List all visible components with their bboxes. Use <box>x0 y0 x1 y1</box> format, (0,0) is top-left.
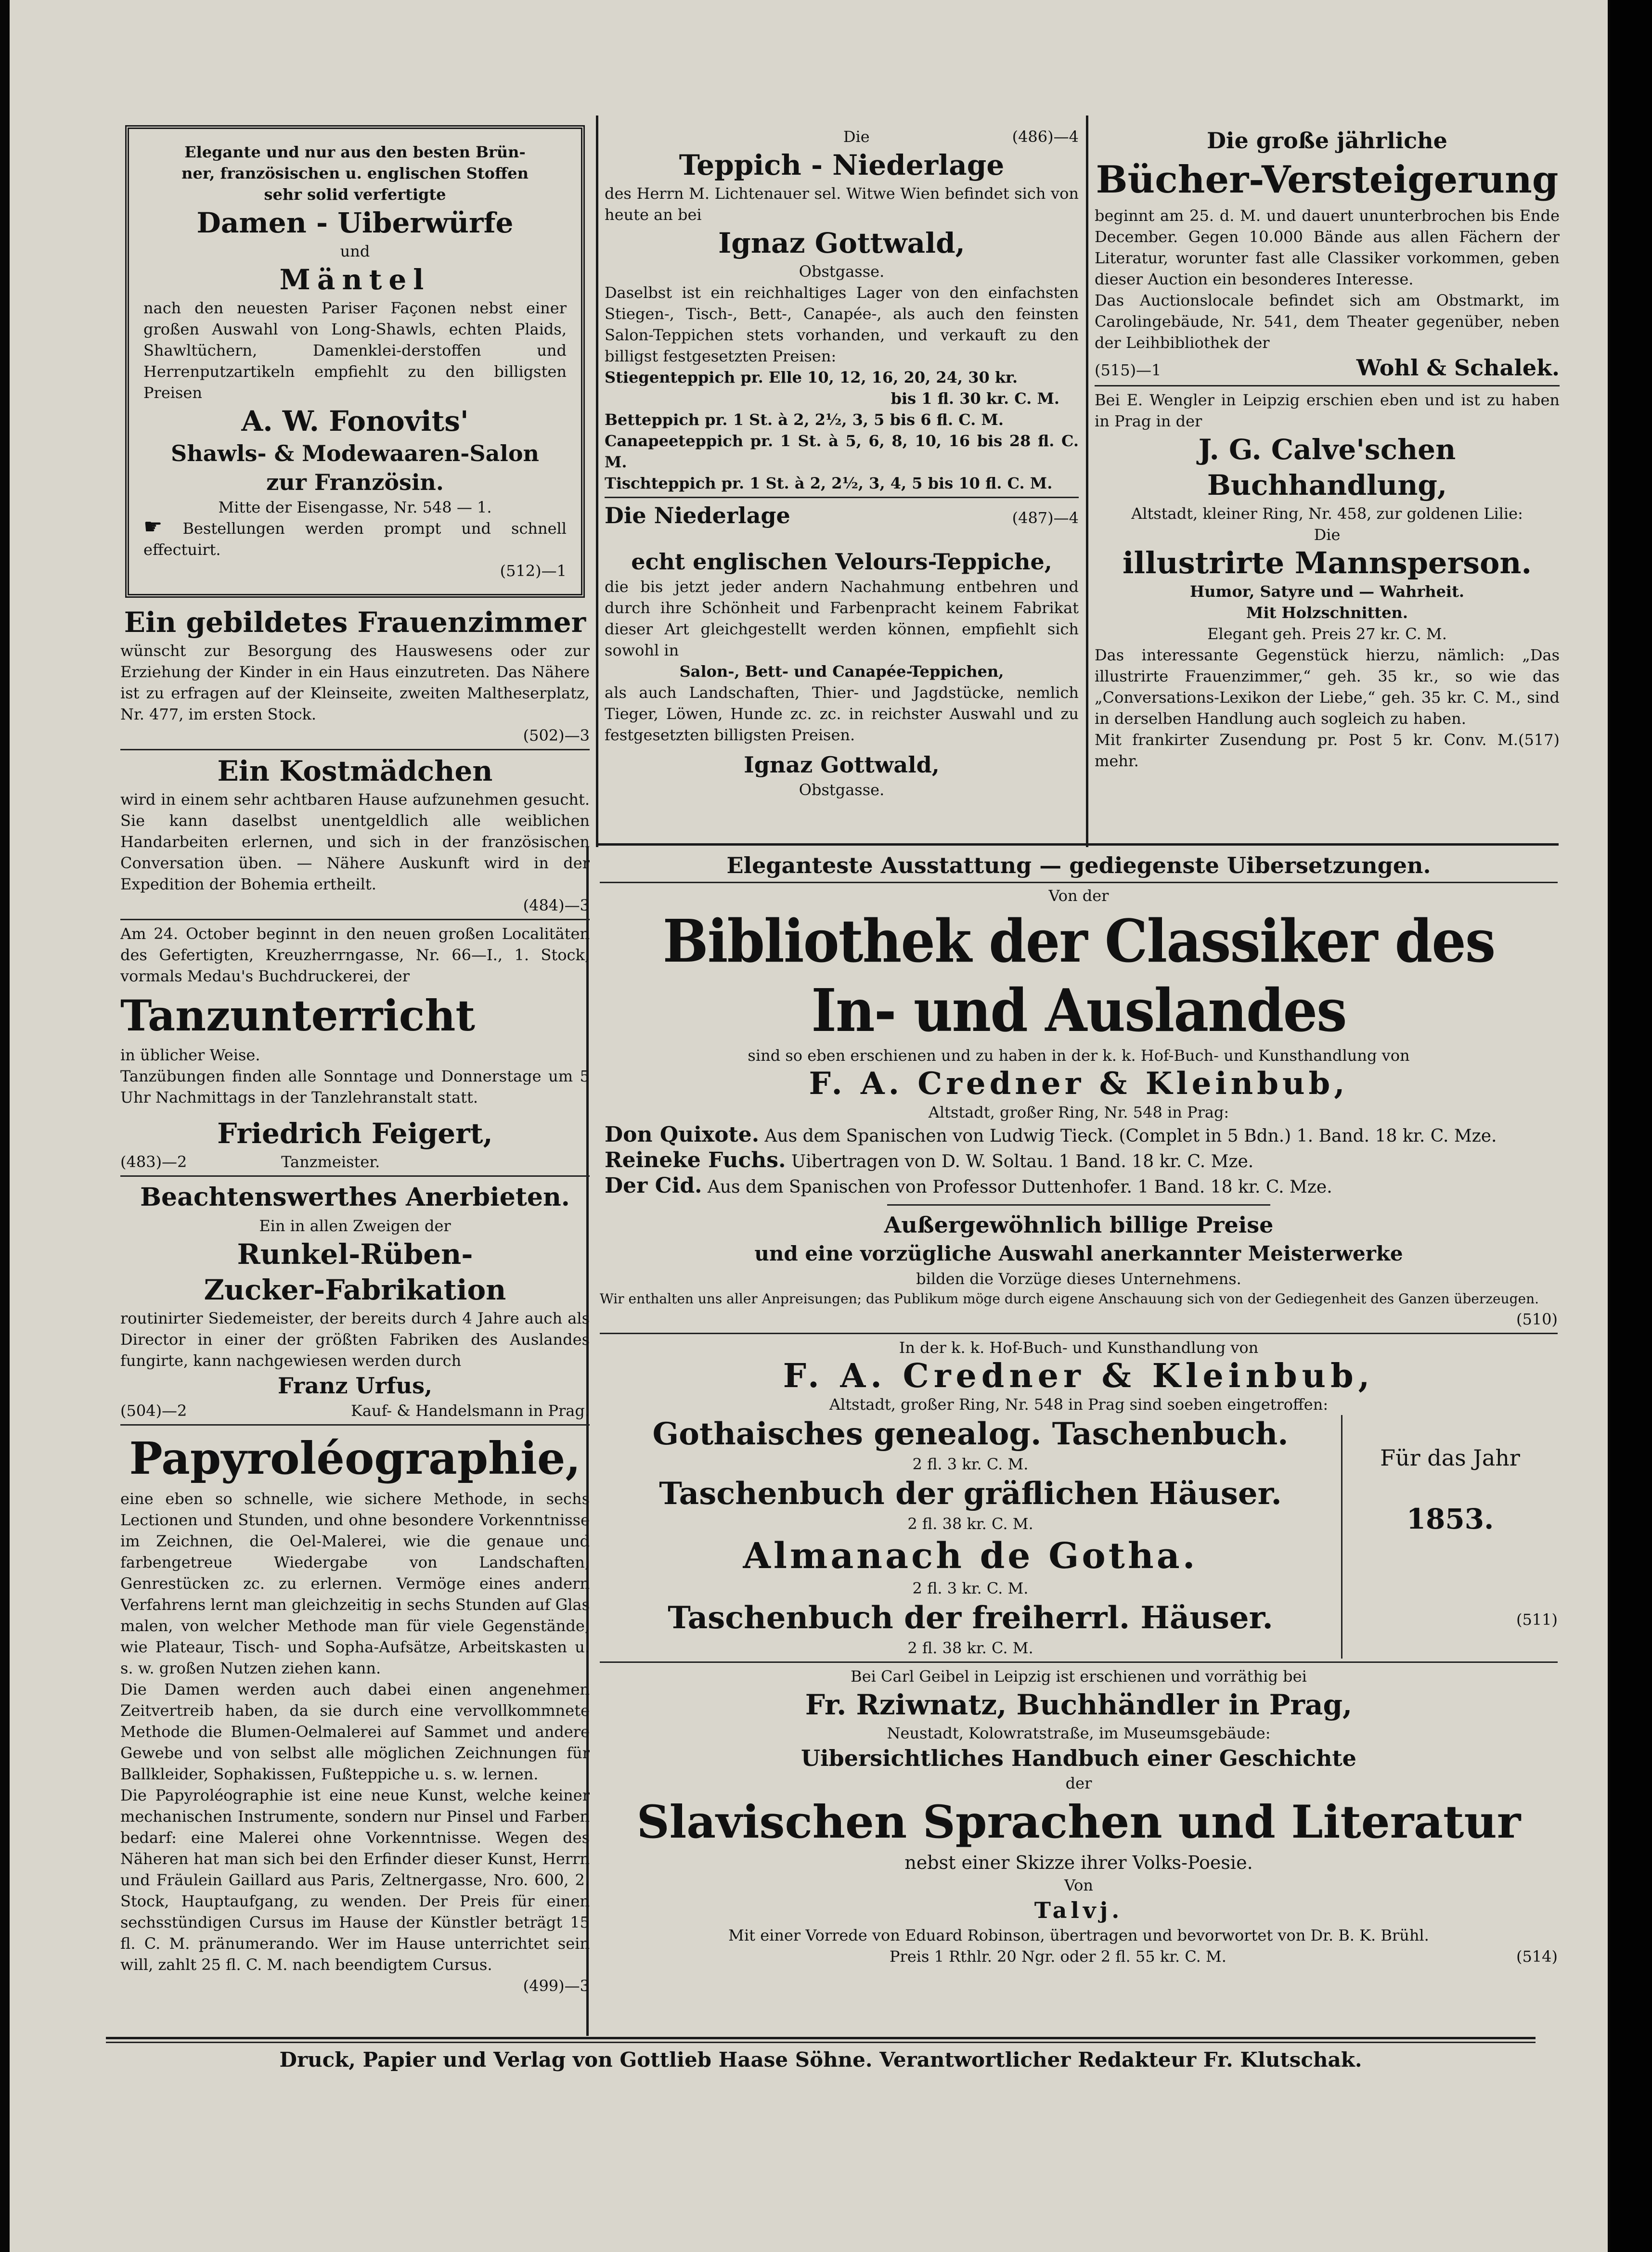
left-column <box>120 125 590 2031</box>
ad-overcoats-orders-text: Bestellungen werden prompt und schnell effectuirt. <box>143 519 567 559</box>
book-desc: Aus dem Spanischen von Ludwig Tieck. (Complet in 5 Bdn.) 1. Band. 18 kr. C. Mze. <box>764 1126 1497 1146</box>
divider <box>1095 385 1560 386</box>
ad-auction-ref: (515)—1 <box>1095 361 1162 379</box>
ad-dance-title: Tanzunterricht <box>120 991 475 1041</box>
ad-calve-address: Altstadt, kleiner Ring, Nr. 458, zur goldenen Lilie: <box>1131 504 1523 523</box>
divider <box>120 919 590 920</box>
ad-auction-body: beginnt am 25. d. M. und dauert ununterbrochen bis Ende December. Gegen 10.000 Bände aus allen Fächern der Literatur, worunter fast alle Classiker vorkommen, geben dieser Auction ein besonderes Interesse. <box>1095 206 1560 288</box>
book-item <box>605 1148 1553 1174</box>
ad-almanac-ref: (511) <box>1516 1610 1558 1629</box>
ad-classics-note: Wir enthalten uns aller Anpreisungen; das Publikum möge durch eigene Anschauung sich von der Gediegenheit des Ganzen überzeugen. <box>600 1291 1539 1307</box>
ad-velour-ref: (487)—4 <box>1012 509 1079 527</box>
ad-sugar-intro: Ein in allen Zweigen der <box>259 1217 451 1235</box>
book-title: Reineke Fuchs. <box>605 1148 786 1172</box>
ad-almanac <box>600 1337 1558 1659</box>
almanac-title: Almanach de Gotha. <box>743 1535 1198 1577</box>
ad-velour-head: echt englischen Velours-Teppiche, <box>631 549 1052 575</box>
ad-velour-street: Obstgasse. <box>799 781 885 799</box>
book-desc: Aus dem Spanischen von Professor Duttenhofer. 1 Band. 18 kr. C. Mze. <box>707 1177 1332 1197</box>
ad-slavic-price: Preis 1 Rthlr. 20 Ngr. oder 2 fl. 55 kr. C. M. <box>890 1947 1226 1966</box>
ad-overcoats <box>125 125 585 598</box>
footer <box>106 2046 1536 2084</box>
ad-calve-sub-2: Mit Holzschnitten. <box>1246 604 1408 622</box>
ad-papyro-body-2: Die Damen werden auch dabei einen angenehmen Zeitvertreib haben, da sie durch eine vervollkommnete Methode die Blumen-Oelmalerei auf Sammet und andere Gewebe und von selbst alle möglichen Zeichnungen für Ballkleider, Sophakissen, Fußteppiche u. s. w. lernen. <box>120 1680 590 1783</box>
book-title: Don Quixote. <box>605 1122 760 1147</box>
ad-overcoats-address: Mitte der Eisengasse, Nr. 548 — 1. <box>218 498 492 516</box>
ad-dance-body-1: in üblicher Weise. <box>120 1046 260 1064</box>
ad-lady-ref: (502)—3 <box>523 726 590 745</box>
ad-slavic-der: der <box>1065 1774 1092 1792</box>
almanac-title: Taschenbuch der gräflichen Häuser. <box>659 1476 1282 1512</box>
book-item <box>605 1123 1553 1148</box>
ad-overcoats-orders <box>143 515 567 560</box>
ad-auction-firm: Wohl & Schalek. <box>1356 355 1560 381</box>
ad-papyro-body-1: eine eben so schnelle, wie sichere Methode, in sechs Lectionen und Stunden, und ohne besondere Vorkenntnisse im Zeichnen, die Oel-Malerei, wie die genaue und farbengetreue Wiedergabe von Landschaften, Genrestücken zc. zu erlernen. Vermöge eines andern Verfahrens lernt man gleichzeitig in sechs Stunden auf Glas malen, von welcher Methode man für viele Gegenstände, wie Plateaur, Tisch- und Sopha-Aufsätze, Arbeitskasten u. s. w. großen Nutzen ziehen kann. <box>120 1490 590 1677</box>
ad-carpet-ref: (486)—4 <box>1012 128 1079 146</box>
ad-dance-role: Tanzmeister. <box>281 1153 380 1171</box>
ad-sugar-title: Beachtenswerthes Anerbieten. <box>140 1183 570 1212</box>
ad-classics-vonder: Von der <box>1048 887 1109 905</box>
ad-calve-firm-2: Buchhandlung, <box>1207 469 1447 502</box>
ad-velour-body: die bis jetzt jeder andern Nachahmung entbehren und durch ihre Schönheit und Farbenpracht keinem Fabrikat dieser Art gleichgestellt werden können, empfiehlt sich sowohl in <box>605 578 1079 659</box>
divider <box>120 749 590 750</box>
ad-classics-address: Altstadt, großer Ring, Nr. 548 in Prag: <box>928 1103 1229 1121</box>
ad-almanac-intro: In der k. k. Hof-Buch- und Kunsthandlung von <box>899 1338 1259 1357</box>
ad-carpet <box>605 126 1079 494</box>
ad-carpet-title: Teppich - Niederlage <box>679 149 1005 181</box>
pointing-hand-icon: ☛ <box>143 515 163 539</box>
ad-dance-body-2: Tanzübungen finden alle Sonntage und Donnerstage um 5 Uhr Nachmittags in der Tanzlehranstalt statt. <box>120 1067 590 1107</box>
ad-sugar-name: Franz Urfus, <box>278 1373 432 1399</box>
ad-papyro <box>120 1428 590 1996</box>
ad-classics-firm: F. A. Credner & Kleinbub, <box>809 1066 1349 1102</box>
ad-overcoats-ref: (512)—1 <box>500 562 567 580</box>
wide-section <box>600 851 1558 2030</box>
ad-velour <box>605 501 1079 800</box>
ad-classics-ref: (510) <box>1516 1310 1558 1328</box>
ad-slavic-title-2: Slavischen Sprachen und Literatur <box>636 1796 1521 1849</box>
ad-sugar <box>120 1180 590 1421</box>
ad-carpet-price-1: Stiegenteppich pr. Elle 10, 12, 16, 20, 24, 30 kr. <box>605 368 1018 386</box>
ad-calve-ref: (517) <box>1518 731 1560 749</box>
ad-almanac-address: Altstadt, großer Ring, Nr. 548 in Prag sind soeben eingetroffen: <box>829 1395 1329 1414</box>
ad-sugar-body: routinirter Siedemeister, der bereits durch 4 Jahre auch als Director in einer der größten Fabriken des Auslandes fungirte, kann nachgewiesen werden durch <box>120 1309 590 1370</box>
ad-slavic-intro: Bei Carl Geibel in Leipzig ist erschienen und vorräthig bei <box>851 1667 1307 1686</box>
ad-calve-title: illustrirte Mannsperson. <box>1122 545 1532 580</box>
almanac-title: Gothaisches genealog. Taschenbuch. <box>652 1416 1289 1452</box>
ad-overcoats-intro-3: sehr solid verfertigte <box>264 185 446 204</box>
ad-calve <box>1095 389 1560 772</box>
ad-auction-title-2: Bücher-Versteigerung <box>1096 158 1559 202</box>
ad-dance-intro: Am 24. October beginnt in den neuen großen Localitäten des Gefertigten, Kreuzherrngasse, Nr. 66—I., 1. Stock, vormals Medau's Buchdruckerei, der <box>120 925 590 985</box>
almanac-year-label: Für das Jahr <box>1380 1445 1520 1471</box>
page-rule-bottom-2 <box>106 2042 1536 2043</box>
ad-overcoats-body: nach den neuesten Pariser Façonen nebst einer großen Auswahl von Long-Shawls, echten Plaids, Shawltüchern, Damenklei-derstoffen und Herrenputzartikeln empfiehlt zu den billigsten Preisen <box>143 299 567 402</box>
ad-papyro-ref: (499)—3 <box>523 1977 590 1995</box>
almanac-year-box <box>1342 1415 1558 1659</box>
ad-carpet-street: Obstgasse. <box>799 262 885 281</box>
ad-slavic-title-1: Uibersichtliches Handbuch einer Geschichte <box>801 1745 1356 1771</box>
ad-lady <box>120 605 590 746</box>
ad-classics-head: Eleganteste Ausstattung — gediegenste Uibersetzungen. <box>726 852 1431 878</box>
ad-velour-title: Die Niederlage <box>605 502 790 528</box>
almanac-title: Taschenbuch der freiherrl. Häuser. <box>668 1600 1273 1636</box>
ad-papyro-title: Papyroléographie, <box>129 1432 581 1484</box>
ad-sugar-role: Kauf- & Handelsmann in Prag. <box>351 1402 590 1420</box>
ad-overcoats-intro-2: ner, französischen u. englischen Stoffen <box>181 164 529 182</box>
ad-calve-die: Die <box>1314 526 1341 544</box>
ad-carpet-price-3: Canapeeteppich pr. 1 St. à 5, 6, 8, 10, 16 bis 28 fl. C. M. <box>605 432 1079 471</box>
ad-velour-b1: Salon-, Bett- und Canapée-Teppichen, <box>679 662 1004 681</box>
ad-sugar-title-3: Zucker-Fabrikation <box>204 1274 506 1306</box>
middle-column <box>605 126 1079 838</box>
ad-papyro-body-3: Die Papyroléographie ist eine neue Kunst, welche keiner mechanischen Instrumente, sondern nur Pinsel und Farben bedarf: eine Malerei ohne Vorkenntnisse. Wegen des Näheren hat man sich bei den Erfinder dieser Kunst, Herrn und Fräulein Gaillard aus Paris, Zeltnergasse, Nro. 600, 2. Stock, Hauptaufgang, zu wenden. Der Preis für einen sechsstündigen Cursus im Hause der Künstler beträgt 15 fl. C. M. pränumerando. Wer im Hause unterrichtet sein will, zahlt 25 fl. C. M. nach beendigtem Cursus. <box>120 1786 590 1974</box>
ad-overcoats-firm: A. W. Fonovits' <box>241 405 469 438</box>
ad-overcoats-title: Damen - Uiberwürfe <box>196 206 514 239</box>
column-rule-left <box>596 116 598 847</box>
ad-calve-sub: Humor, Satyre und — Wahrheit. <box>1190 582 1464 601</box>
ad-carpet-name: Ignaz Gottwald, <box>718 227 965 259</box>
divider <box>120 1175 590 1177</box>
ad-velour-b2: als auch Landschaften, Thier- und Jagdstücke, nemlich Tieger, Löwen, Hunde zc. zc. in reichster Auswahl und zu festgesetzten billigsten Preisen. <box>605 683 1079 744</box>
divider <box>605 497 1079 498</box>
almanac-price: 2 fl. 38 kr. C. M. <box>907 1515 1033 1533</box>
ad-auction-body-2: Das Auctionslocale befindet sich am Obstmarkt, im Carolingebäude, Nr. 541, dem Theater gegenüber, neben der Leihbibliothek der <box>1095 291 1560 352</box>
ad-classics-sub: sind so eben erschienen und zu haben in der k. k. Hof-Buch- und Kunsthandlung von <box>748 1046 1410 1065</box>
ad-calve-firm: J. G. Calve'schen <box>1198 433 1456 466</box>
ad-lady-body: wünscht zur Besorgung des Hauswesens oder zur Erziehung der Kinder in ein Haus einzutreten. Das Nähere ist zu erfragen auf der Kleinseite, zweiten Maltheserplatz, Nr. 477, im ersten Stock. <box>120 642 590 723</box>
ad-carpet-die: Die <box>843 128 870 146</box>
ad-carpet-price-1b: bis 1 fl. 30 kr. C. M. <box>891 389 1059 408</box>
ad-slavic-von: Von <box>1064 1876 1094 1894</box>
ad-auction <box>1095 126 1560 382</box>
page-rule-bottom <box>106 2037 1536 2039</box>
ad-calve-body-2: Mit frankirter Zusendung pr. Post 5 kr. Conv. M. mehr. <box>1095 731 1518 770</box>
ad-slavic-preface: Mit einer Vorrede von Eduard Robinson, übertragen und bevorwortet von Dr. B. K. Brühl. <box>728 1926 1429 1944</box>
ad-slavic-address: Neustadt, Kolowratstraße, im Museumsgebäude: <box>887 1724 1271 1742</box>
divider <box>600 1333 1558 1334</box>
ad-calve-price: Elegant geh. Preis 27 kr. C. M. <box>1207 625 1447 643</box>
ad-classics-p3: bilden die Vorzüge dieses Unternehmens. <box>916 1270 1241 1288</box>
ad-calve-body: Das interessante Gegenstück hierzu, nämlich: „Das illustrirte Frauenzimmer,“ geh. 35 kr., so wie das „Conversations-Lexikon der Liebe,“ geh. 35 kr. C. M., sind in derselben Handlung auch sogleich zu haben. <box>1095 646 1560 728</box>
right-column <box>1095 126 1560 838</box>
divider <box>600 1661 1558 1663</box>
ad-dance-ref: (483)—2 <box>120 1153 187 1171</box>
ad-overcoats-und: und <box>340 242 370 260</box>
divider <box>887 1204 1270 1206</box>
almanac-price: 2 fl. 38 kr. C. M. <box>907 1639 1033 1657</box>
almanac-list <box>600 1415 1342 1659</box>
ad-girl-body: wird in einem sehr achtbaren Hause aufzunehmen gesucht. Sie kann daselbst unentgeldlich alle weiblichen Handarbeiten erlernen, und sich in der französischen Conversation üben. — Nähere Auskunft wird in der Expedition der Bohemia ertheilt. <box>120 790 590 893</box>
ad-classics-p1: Außergewöhnlich billige Preise <box>884 1212 1274 1238</box>
almanac-price: 2 fl. 3 kr. C. M. <box>912 1455 1029 1473</box>
ad-girl-ref: (484)—3 <box>523 896 590 914</box>
ad-classics <box>600 851 1558 1330</box>
ad-overcoats-firm-3: zur Französin. <box>266 469 444 495</box>
almanac-price: 2 fl. 3 kr. C. M. <box>912 1579 1029 1597</box>
ad-slavic-title-3: nebst einer Skizze ihrer Volks-Poesie. <box>904 1852 1253 1873</box>
almanac-year: 1853. <box>1406 1503 1494 1535</box>
ad-sugar-ref: (504)—2 <box>120 1402 187 1420</box>
divider <box>600 882 1558 883</box>
ad-almanac-firm: F. A. Credner & Kleinbub, <box>783 1357 1375 1395</box>
ad-slavic-ref: (514) <box>1516 1947 1558 1966</box>
ad-dance <box>120 923 590 1172</box>
book-item <box>605 1174 1553 1199</box>
ad-slavic-author: Talvj. <box>1034 1897 1123 1923</box>
page-edge <box>1610 0 1652 2252</box>
ad-lady-title: Ein gebildetes Frauenzimmer <box>124 606 586 639</box>
ad-carpet-price-2: Betteppich pr. 1 St. à 2, 2½, 3, 5 bis 6 fl. C. M. <box>605 411 1004 429</box>
wide-rule-top <box>596 843 1559 846</box>
book-list <box>600 1123 1558 1199</box>
ad-overcoats-intro-1: Elegante und nur aus den besten Brün- <box>184 143 526 161</box>
ad-sugar-title-2: Runkel-Rüben- <box>237 1238 473 1271</box>
ad-carpet-body: Daselbst ist ein reichhaltiges Lager von den einfachsten Stiegen-, Tisch-, Bett-, Canapée-, als auch den feinsten Salon-Teppichen stets vorhanden, und verkauft zu den billigst festgesetzten Preisen: <box>605 283 1079 365</box>
ad-classics-p2: und eine vorzügliche Auswahl anerkannter Meisterwerke <box>754 1242 1403 1265</box>
ad-slavic <box>600 1666 1558 1967</box>
book-title: Der Cid. <box>605 1173 702 1198</box>
almanac-list-wrap <box>600 1415 1558 1659</box>
ad-carpet-price-4: Tischteppich pr. 1 St. à 2, 2½, 3, 4, 5 bis 10 fl. C. M. <box>605 474 1053 492</box>
ad-overcoats-title-2: Mäntel <box>279 263 431 296</box>
ad-overcoats-firm-2: Shawls- & Modewaaren-Salon <box>171 440 539 466</box>
ad-dance-name: Friedrich Feigert, <box>217 1117 493 1150</box>
ad-carpet-sub: des Herrn M. Lichtenauer sel. Witwe Wien befindet sich von heute an bei <box>605 184 1079 224</box>
ad-girl <box>120 753 590 916</box>
divider <box>120 1424 590 1426</box>
book-desc: Uibertragen von D. W. Soltau. 1 Band. 18 kr. C. Mze. <box>791 1152 1254 1171</box>
ad-auction-title-1: Die große jährliche <box>1207 128 1447 154</box>
ad-slavic-firm: Fr. Rziwnatz, Buchhändler in Prag, <box>805 1688 1353 1721</box>
ad-classics-title: Bibliothek der Classiker des In- und Auslandes <box>662 906 1495 1045</box>
footer-imprint: Druck, Papier und Verlag von Gottlieb Haase Söhne. Verantwortlicher Redakteur Fr. Klutschak. <box>279 2048 1362 2072</box>
ad-calve-intro: Bei E. Wengler in Leipzig erschien eben und ist zu haben in Prag in der <box>1095 391 1560 430</box>
newspaper-page <box>10 0 1608 2252</box>
column-rule-right <box>1086 116 1088 847</box>
ad-girl-title: Ein Kostmädchen <box>217 755 493 787</box>
ad-velour-name: Ignaz Gottwald, <box>744 752 940 778</box>
